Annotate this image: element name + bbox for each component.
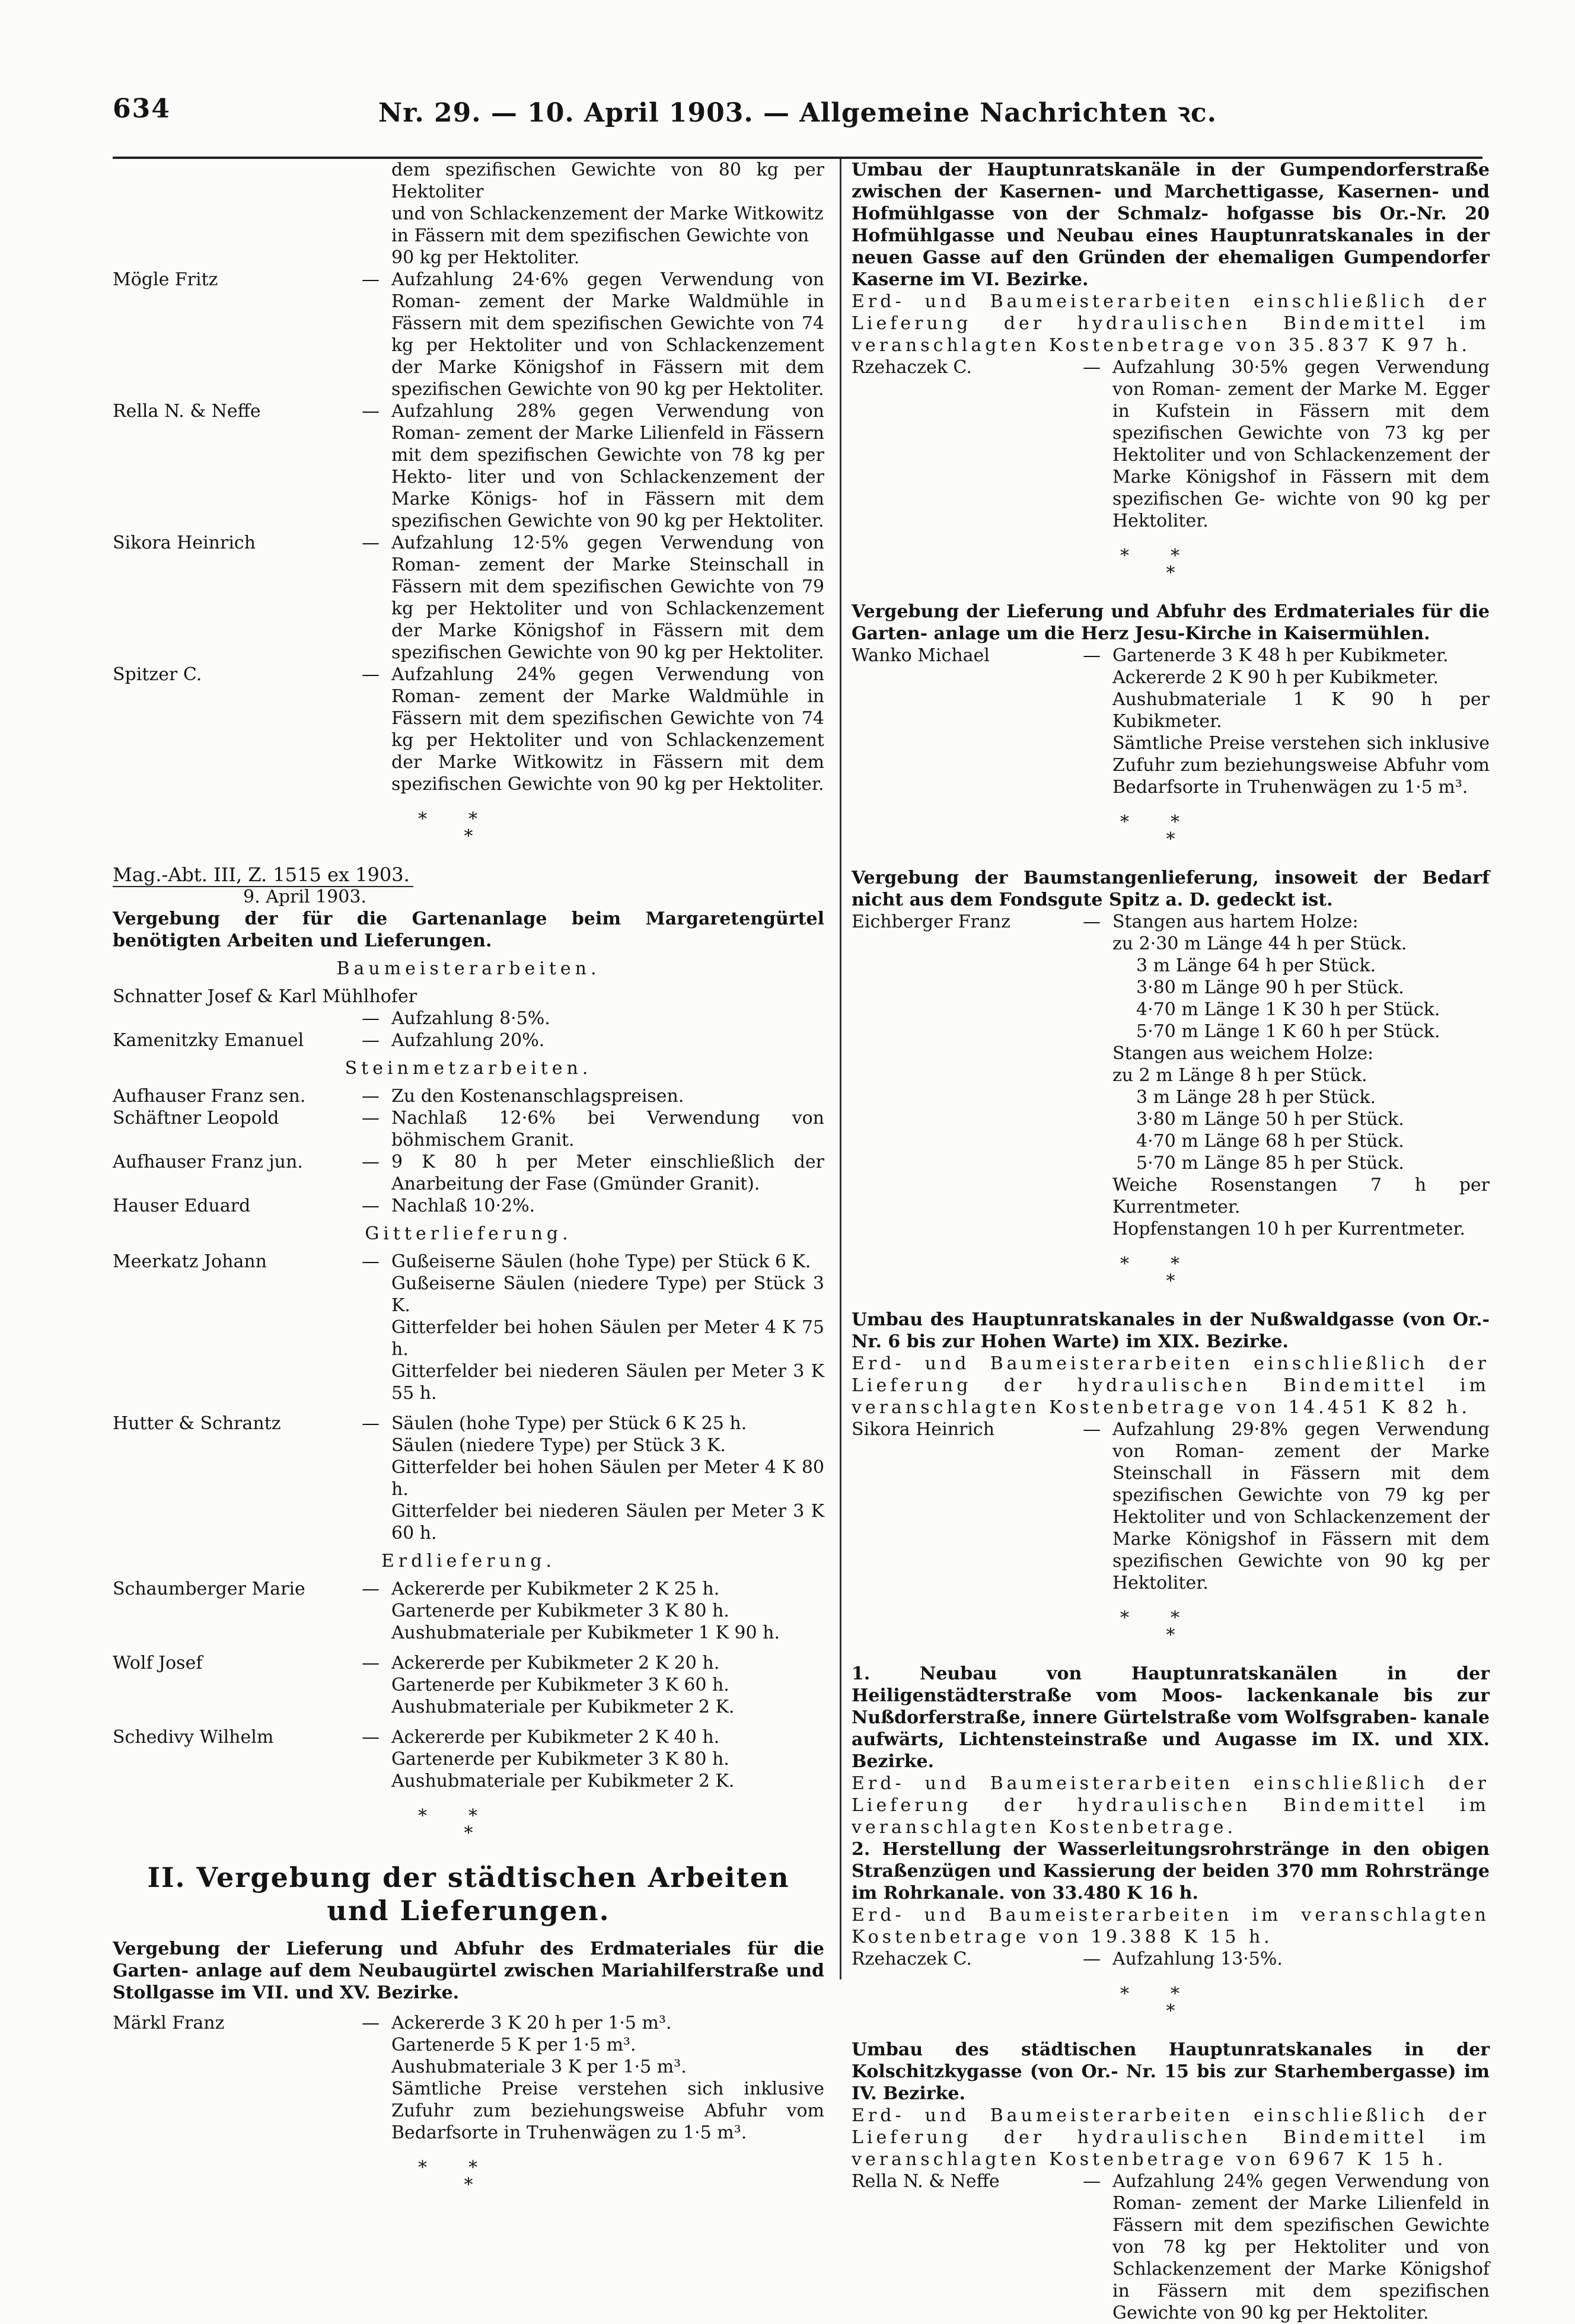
bid-entry	[113, 1413, 824, 1544]
bid-text: Aufzahlung 20%.	[391, 1030, 545, 1051]
bid-entry	[113, 269, 824, 400]
right-column	[852, 159, 1490, 2324]
bid-entry	[113, 1578, 824, 1644]
dash: —	[1083, 1949, 1101, 1969]
bidder-name: Schaumberger Marie	[113, 1579, 305, 1599]
bid-text: Aufzahlung 13·5%.	[1112, 1949, 1283, 1969]
bid-entry	[852, 1948, 1490, 1970]
dash: —	[1083, 1419, 1101, 1440]
spaced-paragraph: Erd- und Baumeisterarbeiten einschließlich der Lieferung der hydraulischen Bindemittel im veranschlagten Kostenbetrage von 35.837 K 97 h.	[852, 291, 1490, 356]
dash: —	[362, 1413, 380, 1434]
bidder-name: Wolf Josef	[113, 1653, 203, 1673]
bidder-name: Hauser Eduard	[113, 1196, 251, 1216]
bid-text: Ackererde per Kubikmeter 2 K 25 h. Gartenerde per Kubikmeter 3 K 80 h. Aushubmateriale per Kubikmeter 1 K 90 h.	[391, 1579, 780, 1643]
bidder-name: Eichberger Franz	[852, 911, 1010, 932]
bid-entry	[113, 400, 824, 532]
bid-entry	[113, 1085, 824, 1107]
bid-text: Aufzahlung 12·5% gegen Verwendung von Roman- zement der Marke Steinschall in Fässern mit dem spezifischen Gewichte von 79 kg per Hektoliter und von Schlackenzement der Marke Königshof in Fässern mit dem spezifischen Gewichte von 90 kg per Hektoliter.	[391, 533, 824, 663]
section-heading: Vergebung der Lieferung und Abfuhr des Erdmateriales für die Garten- anlage um die Herz Jesu-Kirche in Kaisermühlen.	[852, 601, 1490, 644]
text-line: und von Schlackenzement der Marke Witkowitz	[391, 203, 824, 224]
dash: —	[1083, 911, 1101, 932]
bid-text: Ackererde per Kubikmeter 2 K 40 h. Gartenerde per Kubikmeter 3 K 80 h. Aushubmateriale per Kubikmeter 2 K.	[391, 1727, 735, 1791]
bidder-name: Mögle Fritz	[113, 269, 218, 290]
bid-text: Ackererde 3 K 20 h per 1·5 m³. Gartenerde 5 K per 1·5 m³. Aushubmateriale 3 K per 1·5 m³. Sämtliche Preise verstehen sich inklusive Zufuhr zum beziehungsweise Abfuhr vom Bedarfsorte in Truhenwägen zu 1·5 m³.	[391, 2013, 824, 2143]
bid-text: Aufzahlung 24% gegen Verwendung von Roman- zement der Marke Lilienfeld in Fässern mit dem spezifischen Gewichte von 78 kg per Hektoliter und von Schlackenzement der Marke Königshof in Fässern mit dem spezifischen Gewichte von 90 kg per Hektoliter.	[1112, 2171, 1490, 2323]
bid-entry	[113, 1251, 824, 1404]
text-line: 90 kg per Hektoliter.	[391, 247, 580, 268]
separator-stars: ** *	[1120, 1254, 1221, 1292]
dash: —	[362, 269, 380, 290]
bid-text: Säulen (hohe Type) per Stück 6 K 25 h. Säulen (niedere Type) per Stück 3 K. Gitterfelder bei hohen Säulen per Meter 4 K 80 h. Gitterfelder bei niederen Säulen per Meter 3 K 60 h.	[391, 1413, 824, 1544]
separator-stars: ** *	[418, 1806, 519, 1844]
section-heading: Vergebung der Baumstangenlieferung, insoweit der Bedarf nicht aus dem Fondsgute Spitz a. D. gedeckt ist.	[852, 868, 1490, 910]
bidder-name: Rzehaczek C.	[852, 1949, 972, 1969]
bid-entry	[852, 1418, 1490, 1594]
bidder-name: Rzehaczek C.	[852, 357, 972, 378]
notice-date: 9. April 1903.	[243, 887, 366, 907]
dash: —	[1083, 645, 1101, 666]
section-heading: 2. Herstellung der Wasserleitungsrohrstränge in den obigen Straßenzügen und Kassierung der beiden 370 mm Rohrstränge im Rohrkanale. von 33.480 K 16 h.	[852, 1839, 1490, 1904]
section-heading: Umbau der Hauptunratskanäle in der Gumpendorferstraße zwischen der Kasernen- und Marchettigasse, Kasernen- und Hofmühlgasse von der Schmalz- hofgasse bis Or.-Nr. 20 Hofmühlgasse und Neubau eines Hauptunratskanales in der neuen Gasse auf den Gründen der ehemaligen Gumpendorfer Kaserne im VI. Bezirke.	[852, 160, 1490, 290]
bidder-name: Schäftner Leopold	[113, 1108, 279, 1128]
page-header	[113, 89, 1482, 128]
bid-text: Gartenerde 3 K 48 h per Kubikmeter. Ackererde 2 K 90 h per Kubikmeter. Aushubmateriale 1 K 90 h per Kubikmeter. Sämtliche Preise verstehen sich inklusive Zufuhr zum beziehungsweise Abfuhr vom Bedarfsorte in Truhenwägen zu 1·5 m³.	[1112, 645, 1490, 798]
bid-entry	[113, 1151, 824, 1195]
bidder-name: Meerkatz Johann	[113, 1251, 267, 1272]
bidder-name: Märkl Franz	[113, 2013, 225, 2033]
bid-text: Nachlaß 10·2%.	[391, 1196, 535, 1216]
spaced-paragraph: Erd- und Baumeisterarbeiten einschließlich der Lieferung der hydraulischen Bindemittel im veranschlagten Kostenbetrage von 6967 K 15 h.	[852, 2105, 1490, 2170]
bid-text: Aufzahlung 24% gegen Verwendung von Roman- zement der Marke Waldmühle in Fässern mit dem spezifischen Gewichte von 74 kg per Hektoliter und von Schlackenzement der Marke Witkowitz in Fässern mit dem spezifischen Gewichte von 90 kg per Hektoliter.	[391, 664, 824, 795]
bid-entry	[113, 1029, 824, 1051]
separator-stars: ** *	[1120, 1608, 1221, 1646]
dash: —	[362, 1579, 380, 1599]
bid-text: 9 K 80 h per Meter einschließlich der Anarbeitung der Fase (Gmünder Granit).	[391, 1152, 824, 1194]
bidder-name: Sikora Heinrich	[113, 533, 256, 553]
bid-text: Stangen aus hartem Holze: zu 2·30 m Länge 44 h per Stück. 3 m Länge 64 h per Stück. 3·80 m Länge 90 h per Stück. 4·70 m Länge 1 K 30 h per Stück. 5·70 m Länge 1 K 60 h per Stück. Stangen aus weichem Holze: zu 2 m Länge 8 h per Stück. 3 m Länge 28 h per Stück. 3·80 m Länge 50 h per Stück. 4·70 m Länge 68 h per Stück. 5·70 m Länge 85 h per Stück. Weiche Rosenstangen 7 h per Kurrentmeter. Hopfenstangen 10 h per Kurrentmeter.	[1112, 911, 1490, 1239]
dash: —	[362, 1727, 380, 1748]
bidder-name: Kamenitzky Emanuel	[113, 1030, 304, 1051]
separator-stars: ** *	[1120, 812, 1221, 850]
bid-text: Aufzahlung 24·6% gegen Verwendung von Roman- zement der Marke Waldmühle in Fässern mit dem spezifischen Gewichte von 74 kg per Hektoliter und von Schlackenzement der Marke Königshof in Fässern mit dem spezifischen Gewichte von 90 kg per Hektoliter.	[391, 269, 824, 400]
bidder-name: Schedivy Wilhelm	[113, 1727, 274, 1748]
bid-entry	[113, 1652, 824, 1718]
dash: —	[362, 2013, 380, 2033]
section-heading: Vergebung der für die Gartenanlage beim Margaretengürtel benötigten Arbeiten und Lieferungen.	[113, 908, 824, 951]
bid-text: Nachlaß 12·6% bei Verwendung von böhmischem Granit.	[391, 1108, 824, 1150]
reference-number: Mag.-Abt. III, Z. 1515 ex 1903.	[113, 864, 824, 886]
bid-text: Ackererde per Kubikmeter 2 K 20 h. Gartenerde per Kubikmeter 3 K 60 h. Aushubmateriale per Kubikmeter 2 K.	[391, 1653, 735, 1717]
bid-entry	[113, 1195, 824, 1217]
bid-text: Aufzahlung 30·5% gegen Verwendung von Roman- zement der Marke M. Egger in Kufstein in Fässern mit dem spezifischen Gewichte von 73 kg per Hektoliter und von Schlackenzement der Marke Königshof in Fässern mit dem spezifischen Ge- wichte von 90 kg per Hektoliter.	[1112, 357, 1490, 531]
bidder-name: Hutter & Schrantz	[113, 1413, 281, 1434]
bid-text: Aufzahlung 28% gegen Verwendung von Roman- zement der Marke Lilienfeld in Fässern mit dem spezifischen Gewichte von 78 kg per Hekto- liter und von Schlackenzement der Marke Königs- hof in Fässern mit dem spezifischen Gewichte von 90 kg per Hektoliter.	[391, 401, 824, 531]
bid-entry	[113, 532, 824, 664]
continued-entry	[113, 159, 824, 269]
bidder-name: Sikora Heinrich	[852, 1419, 995, 1440]
bid-entry	[113, 1107, 824, 1151]
separator-stars: ** *	[1120, 546, 1221, 584]
bid-text: Aufzahlung 8·5%.	[391, 1008, 550, 1029]
spaced-paragraph: Erd- und Baumeisterarbeiten einschließlich der Lieferung der hydraulischen Bindemittel im veranschlagten Kostenbetrage von 14.451 K 82 h.	[852, 1353, 1490, 1418]
dash: —	[1083, 2171, 1101, 2192]
bidder-name: Rella N. & Neffe	[852, 2171, 1000, 2192]
dash: —	[1083, 357, 1101, 378]
dash: —	[362, 1030, 380, 1051]
bid-entry	[113, 2012, 824, 2144]
bidder-name	[113, 1008, 350, 1029]
page-number: 634	[113, 94, 171, 124]
bid-entry	[852, 645, 1490, 798]
dash: —	[362, 664, 380, 685]
section-title: II. Vergebung der städtischen Arbeiten und Lieferungen.	[147, 1861, 790, 1927]
bid-entry	[852, 2170, 1490, 2324]
dash: —	[362, 1251, 380, 1272]
separator-stars: ** *	[418, 2157, 519, 2195]
bid-entry	[113, 1008, 824, 1029]
dash: —	[362, 533, 380, 553]
column-divider	[840, 159, 841, 1979]
dash: —	[362, 1196, 380, 1216]
dash: —	[362, 401, 380, 422]
section-heading: Umbau des Hauptunratskanales in der Nußwaldgasse (von Or.-Nr. 6 bis zur Hohen Warte) im XIX. Bezirke.	[852, 1309, 1490, 1352]
dash: —	[362, 1152, 380, 1172]
left-column	[113, 159, 824, 2213]
bidder-name-full: Schnatter Josef & Karl Mühlhofer	[113, 986, 417, 1007]
dash: —	[362, 1086, 380, 1107]
section-heading: 1. Neubau von Hauptunratskanälen in der Heiligenstädterstraße vom Moos- lackenkanale bis zur Nußdorferstraße, innere Gürtelstraße vom Wolfsgraben- kanale aufwärts, Lichtensteinstraße und Augasse im IX. und XIX. Bezirke.	[852, 1663, 1490, 1772]
bid-entry	[852, 356, 1490, 532]
bid-text: Gußeiserne Säulen (hohe Type) per Stück 6 K. Gußeiserne Säulen (niedere Type) per Stück 3 K. Gitterfelder bei hohen Säulen per Meter 4 K 75 h. Gitterfelder bei niederen Säulen per Meter 3 K 55 h.	[391, 1251, 824, 1404]
subheading: Gitterlieferung.	[365, 1223, 572, 1244]
bid-entry	[852, 911, 1490, 1240]
bidder-name: Wanko Michael	[852, 645, 990, 666]
subheading: Baumeisterarbeiten.	[336, 958, 601, 979]
bidder-name: Aufhauser Franz jun.	[113, 1152, 303, 1172]
text-line: in Fässern mit dem spezifischen Gewichte von	[391, 225, 809, 246]
spaced-paragraph: Erd- und Baumeisterarbeiten einschließlich der Lieferung der hydraulischen Bindemittel im veranschlagten Kostenbetrage.	[852, 1773, 1490, 1838]
spaced-paragraph: Erd- und Baumeisterarbeiten im veranschlagten Kostenbetrage von 19.388 K 15 h.	[852, 1905, 1490, 1947]
section-heading: Vergebung der Lieferung und Abfuhr des Erdmateriales für die Garten- anlage auf dem Neubaugürtel zwischen Mariahilferstraße und Stollgasse im VII. und XV. Bezirke.	[113, 1939, 824, 2003]
bidder-name: Aufhauser Franz sen.	[113, 1086, 306, 1107]
bid-entry	[113, 664, 824, 795]
dash: —	[362, 1653, 380, 1673]
bidder-name: Rella N. & Neffe	[113, 401, 261, 422]
bid-entry	[113, 1726, 824, 1792]
subheading: Steinmetzarbeiten.	[345, 1058, 592, 1079]
section-heading: Umbau des städtischen Hauptunratskanales in der Kolschitzkygasse (von Or.- Nr. 15 bis zur Starhembergasse) im IV. Bezirke.	[852, 2039, 1490, 2104]
bid-text: Aufzahlung 29·8% gegen Verwendung von Roman- zement der Marke Steinschall in Fässern mit dem spezifischen Gewichte von 79 kg per Hektoliter und von Schlackenzement der Marke Königshof in Fässern mit dem spezifischen Gewichte von 90 kg per Hektoliter.	[1112, 1419, 1490, 1593]
bidder-name: Spitzer C.	[113, 664, 202, 685]
separator-stars: ** *	[418, 809, 519, 847]
running-title: Nr. 29. — 10. April 1903. — Allgemeine Nachrichten ꝛc.	[378, 98, 1217, 128]
dash: —	[362, 1008, 380, 1029]
separator-stars: ** *	[1120, 1984, 1221, 2022]
subheading: Erdlieferung.	[381, 1551, 556, 1571]
dash: —	[362, 1108, 380, 1128]
text-line: dem spezifischen Gewichte von 80 kg per Hektoliter	[391, 160, 824, 202]
bid-text: Zu den Kostenanschlagspreisen.	[391, 1086, 684, 1107]
